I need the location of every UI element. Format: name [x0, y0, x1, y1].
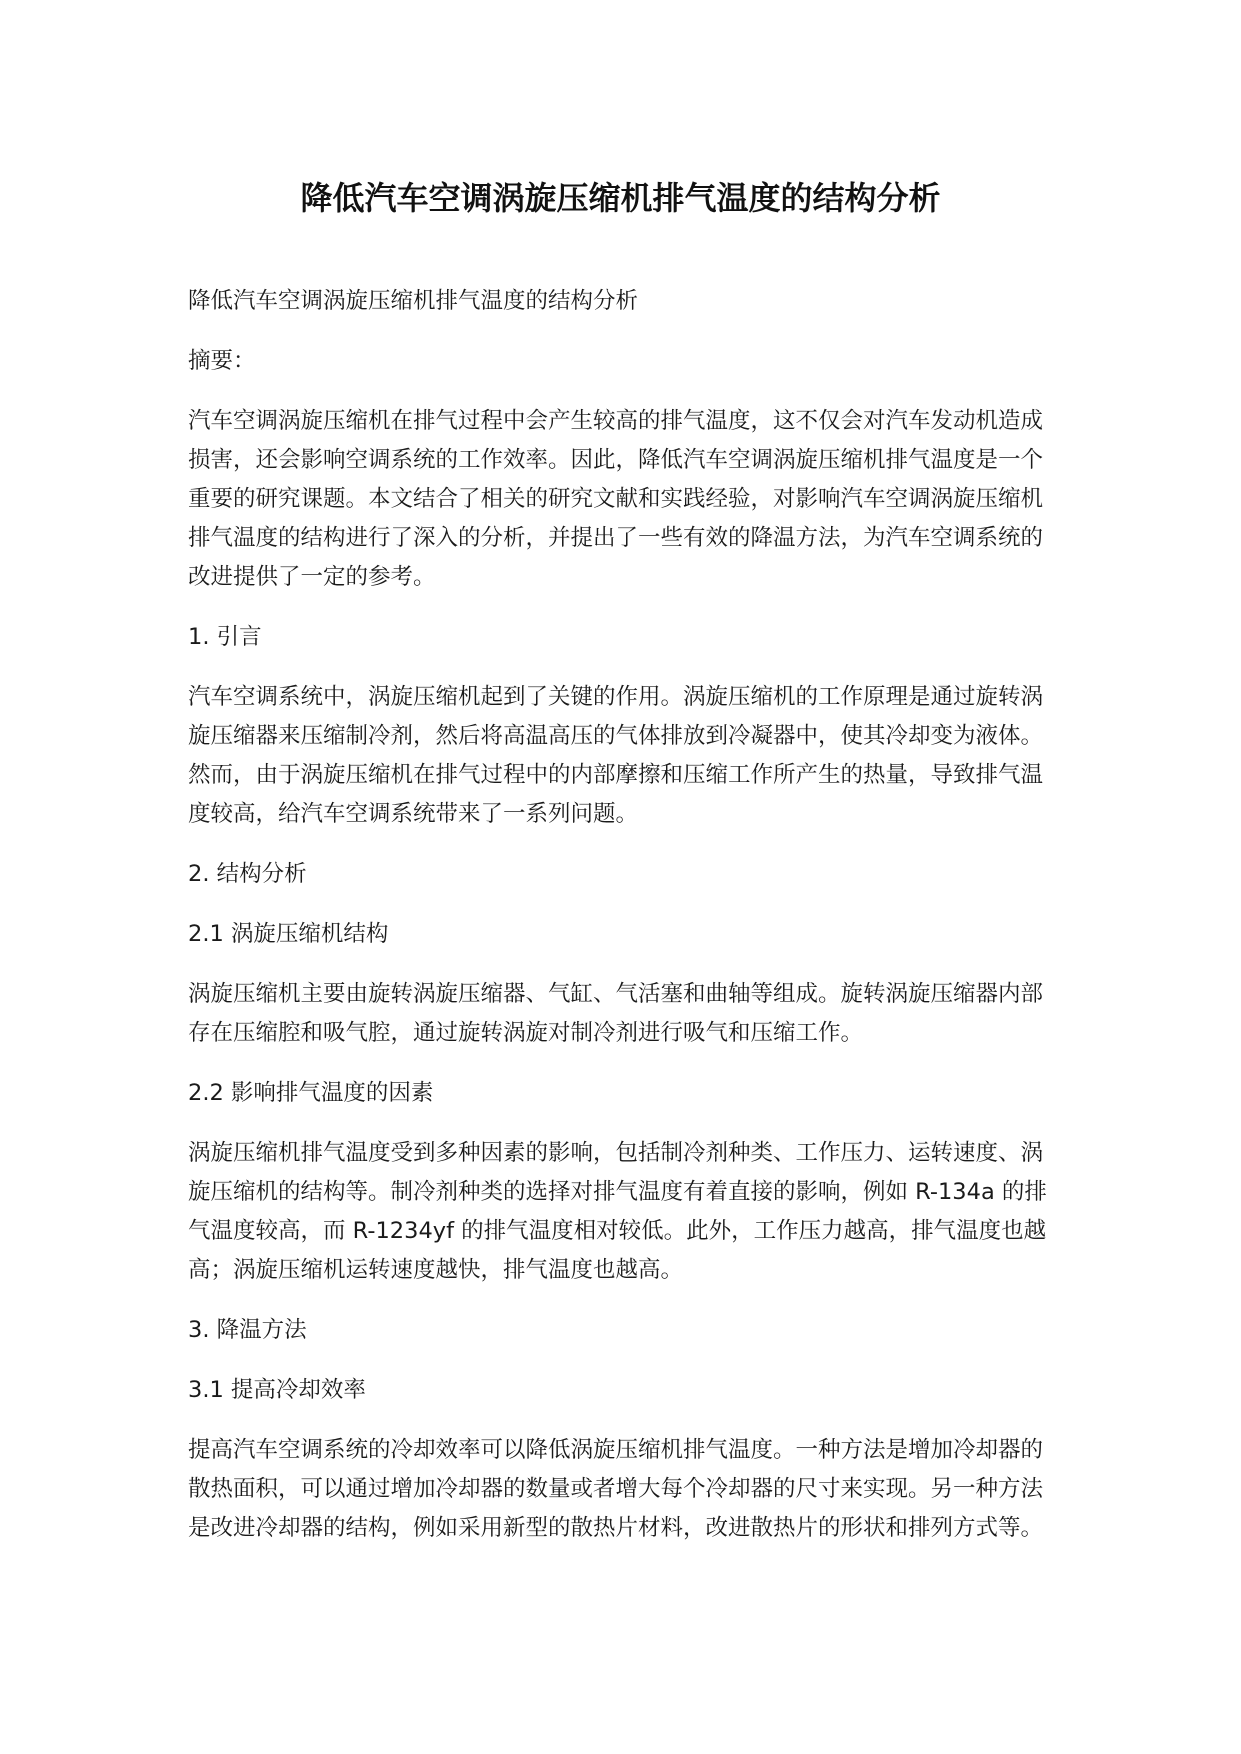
subtitle-paragraph: 降低汽车空调涡旋压缩机排气温度的结构分析	[188, 288, 639, 314]
introduction-paragraph: 汽车空调系统中，涡旋压缩机起到了关键的作用。涡旋压缩机的工作原理是通过旋转涡旋压缩器来压缩制冷剂，然后将高温高压的气体排放到冷凝器中，使其冷却变为液体。然而，由于涡旋压缩机在排气过程中的内部摩擦和压缩工作所产生的热量，导致排气温度较高，给汽车空调系统带来了一系列问题。	[188, 684, 1044, 827]
section-heading-introduction: 1. 引言	[188, 624, 262, 650]
document-title: 降低汽车空调涡旋压缩机排气温度的结构分析	[300, 179, 941, 217]
abstract-paragraph: 汽车空调涡旋压缩机在排气过程中会产生较高的排气温度，这不仅会对汽车发动机造成损害，还会影响空调系统的工作效率。因此，降低汽车空调涡旋压缩机排气温度是一个重要的研究课题。本文结合了相关的研究文献和实践经验，对影响汽车空调涡旋压缩机排气温度的结构进行了深入的分析，并提出了一些有效的降温方法，为汽车空调系统的改进提供了一定的参考。	[188, 408, 1044, 590]
compressor-structure-paragraph: 涡旋压缩机主要由旋转涡旋压缩器、气缸、气活塞和曲轴等组成。旋转涡旋压缩器内部存在压缩腔和吸气腔，通过旋转涡旋对制冷剂进行吸气和压缩工作。	[188, 981, 1044, 1046]
subsection-heading-cooling-efficiency: 3.1 提高冷却效率	[188, 1377, 366, 1403]
subsection-heading-compressor-structure: 2.1 涡旋压缩机结构	[188, 921, 389, 947]
cooling-efficiency-paragraph: 提高汽车空调系统的冷却效率可以降低涡旋压缩机排气温度。一种方法是增加冷却器的散热面积，可以通过增加冷却器的数量或者增大每个冷却器的尺寸来实现。另一种方法是改进冷却器的结构，例如采用新型的散热片材料，改进散热片的形状和排列方式等。	[188, 1437, 1044, 1541]
section-heading-structure-analysis: 2. 结构分析	[188, 861, 307, 887]
section-heading-cooling-methods: 3. 降温方法	[188, 1317, 307, 1343]
subsection-heading-temperature-factors: 2.2 影响排气温度的因素	[188, 1080, 434, 1106]
abstract-label: 摘要：	[188, 348, 256, 374]
document-body	[188, 282, 1050, 1548]
temperature-factors-paragraph: 涡旋压缩机排气温度受到多种因素的影响，包括制冷剂种类、工作压力、运转速度、涡旋压缩机的结构等。制冷剂种类的选择对排气温度有着直接的影响，例如 R-134a 的排气温度较高，而 R-1234yf 的排气温度相对较低。此外，工作压力越高，排气温度也越高；涡旋压缩机运转速度越快，排气温度也越高。	[188, 1140, 1047, 1283]
